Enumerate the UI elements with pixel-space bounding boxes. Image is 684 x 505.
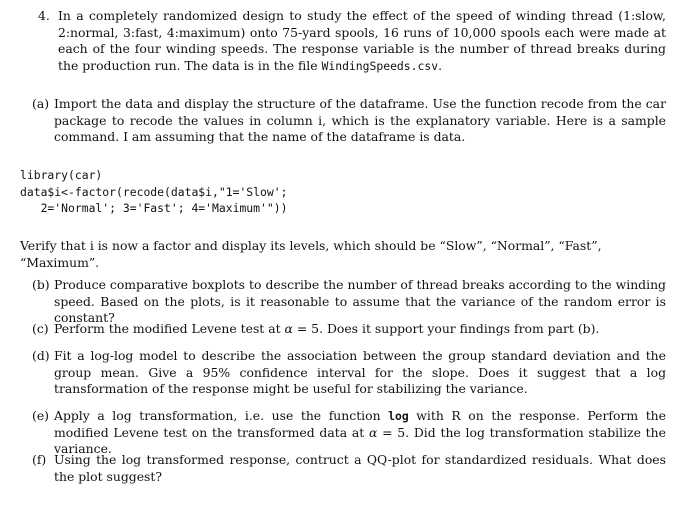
part-a bbox=[32, 96, 666, 146]
code-block bbox=[20, 167, 287, 217]
alpha-value: = 5 bbox=[377, 424, 406, 440]
code-line-3: 2='Normal'; 3='Fast'; 4='Maximum'")) bbox=[20, 201, 288, 215]
part-f bbox=[32, 452, 666, 485]
part-b bbox=[32, 277, 666, 327]
question-4 bbox=[38, 8, 666, 74]
part-d-label: (d) bbox=[32, 348, 50, 363]
part-e-text: Apply a log transformation, i.e. use the function bbox=[54, 408, 389, 423]
part-f-text: Using the log transformed response, contruct a QQ-plot for standardized residuals. What does the plot suggest? bbox=[54, 452, 666, 484]
part-d bbox=[32, 348, 666, 398]
part-e-text-mid: with R on the response. Perform the modified Levene test on the transformed data at bbox=[54, 408, 666, 440]
alpha-value: = 5 bbox=[292, 321, 320, 336]
part-e-label: (e) bbox=[32, 408, 50, 423]
part-d-text: Fit a log-log model to describe the association between the group standard deviation and the group mean. Give a 95% confidence interval for the slope. Does it suggest that a log transformation of the response might be useful for stabilizing the variance. bbox=[54, 348, 666, 397]
code-line-1: library(car) bbox=[20, 168, 103, 182]
part-e-text-end: . Did the log transformation stabilize the variance. bbox=[54, 424, 666, 457]
part-a-text: Import the data and display the structure of the dataframe. Use the function recode from the car package to recode the values in column i, which is the explanatory variable. Here is a sample command. I am assuming that the name of the dataframe is data. bbox=[54, 96, 666, 145]
part-a-label: (a) bbox=[32, 96, 50, 111]
data-file-name: WindingSpeeds.csv bbox=[321, 58, 439, 73]
part-c-text: Perform the modified Levene test at bbox=[54, 321, 285, 336]
part-c bbox=[32, 321, 666, 338]
question-text: In a completely randomized design to study the effect of the speed of winding thread (1:slow, 2:normal, 3:fast, 4:maximum) onto 75-yard spools, 16 runs of 10,000 spools each were made at each of the four winding speeds. The response variable is the number of thread breaks during the production run. The data is in the file bbox=[58, 8, 666, 73]
part-c-label: (c) bbox=[32, 321, 49, 336]
alpha-symbol: α bbox=[369, 424, 378, 440]
alpha-symbol: α bbox=[284, 321, 293, 336]
code-line-2: data$i<-factor(recode(data$i,"1='Slow'; bbox=[20, 184, 288, 199]
part-f-label: (f) bbox=[32, 452, 47, 467]
part-b-text: Produce comparative boxplots to describe the number of thread breaks according to the winding speed. Based on the plots, is it reasonable to assume that the variance of the random error is constant? bbox=[54, 277, 666, 326]
part-c-text-end: . Does it support your findings from part (b). bbox=[319, 321, 600, 336]
log-function-name: log bbox=[388, 409, 409, 423]
question-text-end: . bbox=[438, 57, 443, 73]
part-e bbox=[32, 408, 666, 458]
verify-text: Verify that i is now a factor and display its levels, which should be “Slow”, “Normal”, “Fast”, “Maximum”. bbox=[20, 238, 602, 270]
question-number: 4. bbox=[38, 8, 50, 23]
part-b-label: (b) bbox=[32, 277, 50, 292]
